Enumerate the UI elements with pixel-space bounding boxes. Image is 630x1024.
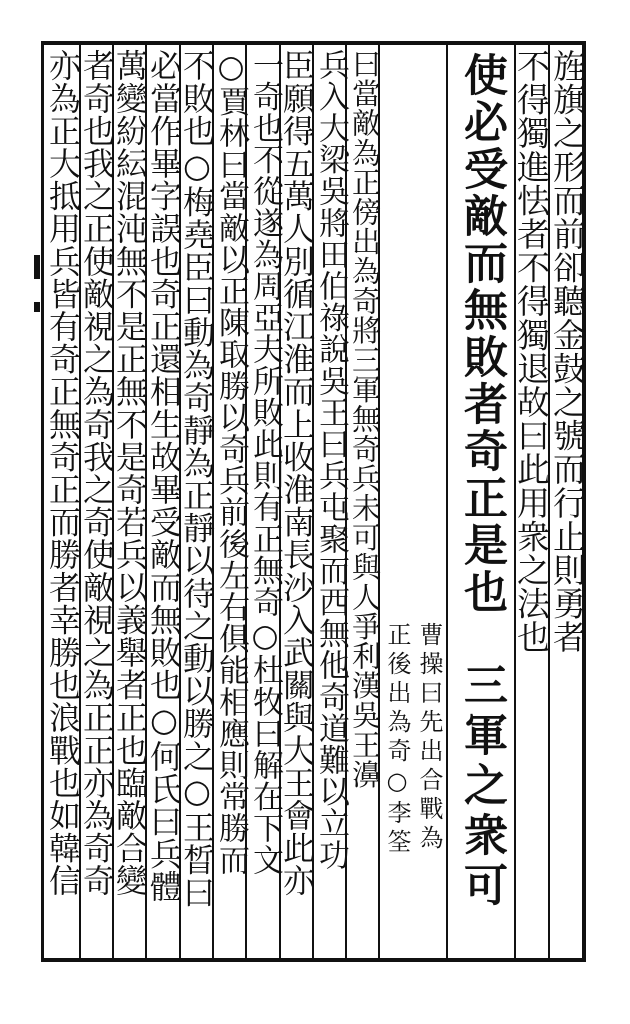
text-column — [44, 49, 82, 954]
main-text: 使必受敵而無敗者奇正是也 — [456, 52, 507, 616]
column-text: 不得獨進怯者不得獨退故曰此用衆之法也 — [512, 49, 551, 654]
text-column — [548, 49, 587, 954]
commentary-block — [380, 52, 446, 954]
text-column — [111, 49, 149, 954]
column-text: 必當作畢字誤也奇正還相生故畢受敵而無敗也○何氏曰兵體 — [145, 49, 183, 903]
commentary-line: 曹操曰先出合戰為 — [415, 622, 443, 854]
column-text: 曰當敵為正傍出為奇將三軍無奇兵未可與人爭利漢吳王濞 — [348, 49, 382, 789]
text-column — [145, 49, 183, 954]
text-column — [313, 49, 349, 954]
column-text: 萬變紛紜混沌無不是正無不是奇若兵以義舉者正也臨敵合變 — [111, 49, 149, 897]
column-text: 兵入大梁吳將田伯祿說吳王曰兵屯聚而西無他奇道難以立功 — [313, 49, 349, 871]
section-heading: 三軍之衆可 — [456, 662, 507, 912]
column-text: 者奇也我之正使敵視之為奇我之奇使敵視之為正正亦為奇奇 — [78, 49, 116, 897]
column-text: 旌旗之形而前卻聽金鼓之號而行止則勇者 — [548, 49, 587, 654]
text-column — [213, 49, 249, 954]
main-text-block — [448, 52, 514, 954]
column-text: 一奇也不從遂為周亞夫所敗此則有正無奇○杜牧曰解在下文 — [247, 49, 283, 876]
commentary-line: 正後出為奇○李筌 — [383, 622, 411, 858]
text-column — [278, 49, 316, 954]
text-column — [78, 49, 116, 954]
text-column — [347, 49, 382, 954]
text-column — [512, 49, 551, 954]
text-column — [247, 49, 283, 954]
text-column — [178, 49, 216, 954]
margin-mark — [34, 255, 40, 279]
column-text: 不敗也○梅堯臣曰動為奇靜為正靜以待之動以勝之○王晳曰 — [178, 49, 216, 909]
margin-mark — [34, 302, 40, 312]
column-text: 亦為正大抵用兵皆有奇正無奇正而勝者幸勝也浪戰也如韓信 — [44, 49, 82, 897]
column-text: 臣願得五萬人別循江淮而上收淮南長沙入武關與大王會此亦 — [278, 49, 316, 897]
column-text: ○賈林曰當敵以正陳取勝以奇兵前後左右俱能相應則常勝而 — [213, 49, 249, 876]
